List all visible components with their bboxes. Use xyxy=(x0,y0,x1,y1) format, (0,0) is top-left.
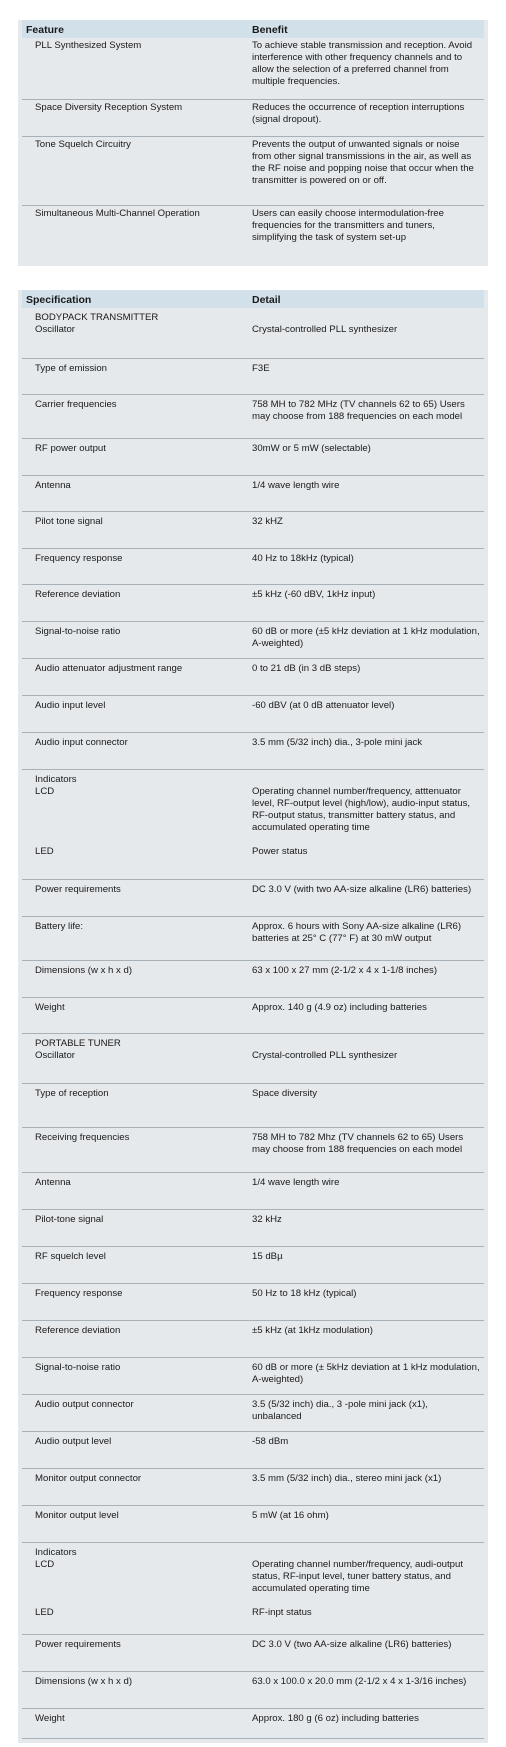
detail-cell xyxy=(250,769,484,879)
table-row xyxy=(22,695,484,732)
spec-cell: Carrier frequencies xyxy=(22,394,250,438)
table-row xyxy=(22,394,484,438)
spec-cell xyxy=(22,1033,250,1083)
benefit-cell: Users can easily choose intermodulation-free frequencies for the transmitters and tuners, simplifying the task of system set-up xyxy=(252,207,444,243)
feature-cell: Tone Squelch Circuitry xyxy=(22,136,250,205)
spec-cell: Signal-to-noise ratio xyxy=(22,1357,250,1394)
table-row xyxy=(22,358,484,394)
table-row xyxy=(22,621,484,658)
benefit-column-header: Benefit xyxy=(250,20,484,38)
spec-cell: Reference deviation xyxy=(22,1320,250,1357)
table-row xyxy=(22,732,484,769)
spec-cell: Frequency response xyxy=(22,548,250,584)
table-row xyxy=(22,997,484,1033)
benefit-cell: Prevents the output of unwanted signals or noise from other signal transmissions in the air, as well as the RF noise and popping noise that occur when the transmitter is powered on or off. xyxy=(250,136,484,205)
table-row xyxy=(22,511,484,548)
detail-cell: Space diversity xyxy=(250,1083,484,1127)
detail-cell: 758 MH to 782 MHz (TV channels 62 to 65) Users may choose from 188 frequencies on each model xyxy=(250,394,484,438)
spec-cell: Frequency response xyxy=(22,1283,250,1320)
spec-sublabel-lcd: LCD xyxy=(35,785,55,797)
table-row xyxy=(22,658,484,695)
table-row xyxy=(22,1505,484,1542)
table-row xyxy=(22,475,484,511)
table-row xyxy=(22,1671,484,1708)
spec-cell: Antenna xyxy=(22,475,250,511)
spec-label: Indicators xyxy=(35,773,77,785)
detail-cell: -60 dBV (at 0 dB attenuator level) xyxy=(250,695,484,732)
table-row xyxy=(22,1357,484,1394)
spec-cell: Antenna xyxy=(22,1172,250,1209)
table-row xyxy=(22,1542,484,1634)
detail-cell: 3.5 mm (5/32 inch) dia., 3-pole mini jack xyxy=(250,732,484,769)
detail-value-lcd: Operating channel number/frequency, atttenuator level, RF-output level (high/low), audio-input status, RF-output status, transmitter battery status, and accumulated operating time xyxy=(252,785,471,833)
detail-cell: 1/4 wave length wire xyxy=(250,1172,484,1209)
detail-cell: -58 dBm xyxy=(250,1431,484,1468)
table-row xyxy=(22,1246,484,1283)
spec-cell: Reference deviation xyxy=(22,584,250,621)
table-row xyxy=(22,205,484,251)
spec-cell xyxy=(22,769,250,879)
spec-cell xyxy=(22,308,250,358)
table-row xyxy=(22,1127,484,1172)
table-row xyxy=(22,1083,484,1127)
table-header-row xyxy=(22,290,484,308)
detail-cell: 15 dBµ xyxy=(250,1246,484,1283)
detail-cell: DC 3.0 V (two AA-size alkaline (LR6) batteries) xyxy=(250,1634,484,1671)
table-row xyxy=(22,1634,484,1671)
spec-cell: Dimensions (w x h x d) xyxy=(22,960,250,997)
detail-value-led: Power status xyxy=(252,845,308,857)
specification-column-header: Specification xyxy=(22,290,250,308)
detail-value-lcd: Operating channel number/frequency, audi-output status, RF-input level, tuner battery status, and accumulated operating time xyxy=(252,1558,464,1594)
spec-cell: Monitor output level xyxy=(22,1505,250,1542)
detail-cell: F3E xyxy=(250,358,484,394)
specification-panel xyxy=(18,290,488,1743)
detail-cell: 63 x 100 x 27 mm (2-1/2 x 4 x 1-1/8 inches) xyxy=(250,960,484,997)
table-row xyxy=(22,879,484,916)
table-row xyxy=(22,1320,484,1357)
detail-cell: 0 to 21 dB (in 3 dB steps) xyxy=(250,658,484,695)
spec-cell: Monitor output connector xyxy=(22,1468,250,1505)
spec-cell: Type of reception xyxy=(22,1083,250,1127)
table-row xyxy=(22,136,484,205)
detail-cell: 30mW or 5 mW (selectable) xyxy=(250,438,484,475)
spec-cell: Audio input level xyxy=(22,695,250,732)
spec-sublabel-led: LED xyxy=(35,845,54,857)
table-row xyxy=(22,1172,484,1209)
section-heading-portable-tuner: PORTABLE TUNER xyxy=(35,1037,121,1049)
spec-cell xyxy=(22,1542,250,1634)
spec-cell: Pilot-tone signal xyxy=(22,1209,250,1246)
spec-cell: Weight xyxy=(22,997,250,1033)
spec-cell: Audio output connector xyxy=(22,1394,250,1431)
table-row xyxy=(22,1283,484,1320)
feature-cell: Simultaneous Multi-Channel Operation xyxy=(35,207,200,219)
spec-cell: Power requirements xyxy=(22,879,250,916)
spec-cell: Dimensions (w x h x d) xyxy=(22,1671,250,1708)
spec-cell: Weight xyxy=(22,1708,250,1738)
table-row xyxy=(22,960,484,997)
detail-cell: Approx. 180 g (6 oz) including batteries xyxy=(250,1708,484,1738)
benefit-cell: Reduces the occurrence of reception interruptions (signal dropout). xyxy=(250,99,484,136)
table-row xyxy=(22,1394,484,1431)
feature-benefit-panel xyxy=(18,20,488,266)
spec-cell: Type of emission xyxy=(22,358,250,394)
detail-cell: 1/4 wave length wire xyxy=(250,475,484,511)
spec-cell: RF squelch level xyxy=(22,1246,250,1283)
detail-cell: 50 Hz to 18 kHz (typical) xyxy=(250,1283,484,1320)
spec-label: Indicators xyxy=(35,1546,77,1558)
detail-cell: 40 Hz to 18kHz (typical) xyxy=(250,548,484,584)
detail-cell: 758 MH to 782 Mhz (TV channels 62 to 65) Users may choose from 188 frequencies on each model xyxy=(250,1127,484,1172)
detail-cell: 3.5 (5/32 inch) dia., 3 -pole mini jack (x1), unbalanced xyxy=(250,1394,484,1431)
detail-cell: 3.5 mm (5/32 inch) dia., stereo mini jack (x1) xyxy=(250,1468,484,1505)
benefit-cell: To achieve stable transmission and reception. Avoid interference with other frequency channels and to allow the selection of a preferred channel from multiple frequencies. xyxy=(250,38,484,99)
feature-cell: PLL Synthesized System xyxy=(22,38,250,99)
detail-cell: 60 dB or more (± 5kHz deviation at 1 kHz modulation, A-weighted) xyxy=(250,1357,484,1394)
detail-cell: 32 kHz xyxy=(250,1209,484,1246)
spec-sublabel-led: LED xyxy=(35,1606,54,1618)
section-heading-bodypack: BODYPACK TRANSMITTER xyxy=(35,312,159,323)
detail-cell: 60 dB or more (±5 kHz deviation at 1 kHz modulation, A-weighted) xyxy=(250,621,484,658)
table-row xyxy=(22,548,484,584)
detail-cell xyxy=(250,308,484,358)
table-row xyxy=(22,308,484,358)
feature-cell: Space Diversity Reception System xyxy=(22,99,250,136)
table-row xyxy=(22,1033,484,1083)
spec-cell: Signal-to-noise ratio xyxy=(22,621,250,658)
detail-value: Crystal-controlled PLL synthesizer xyxy=(252,324,398,335)
table-row xyxy=(22,38,484,99)
detail-cell: DC 3.0 V (with two AA-size alkaline (LR6) batteries) xyxy=(250,879,484,916)
table-header-row xyxy=(22,20,484,38)
table-row xyxy=(22,1468,484,1505)
spec-cell: Receiving frequencies xyxy=(22,1127,250,1172)
table-row xyxy=(22,99,484,136)
table-row xyxy=(22,916,484,960)
specification-table xyxy=(22,290,484,1739)
detail-cell: 63.0 x 100.0 x 20.0 mm (2-1/2 x 4 x 1-3/16 inches) xyxy=(250,1671,484,1708)
detail-cell: 5 mW (at 16 ohm) xyxy=(250,1505,484,1542)
table-row xyxy=(22,1209,484,1246)
spec-cell: Pilot tone signal xyxy=(22,511,250,548)
spec-cell: Audio attenuator adjustment range xyxy=(22,658,250,695)
spec-cell: Audio output level xyxy=(22,1431,250,1468)
table-row xyxy=(22,438,484,475)
table-row xyxy=(22,1431,484,1468)
table-row xyxy=(22,769,484,879)
feature-benefit-table xyxy=(22,20,484,251)
spec-cell: Battery life: xyxy=(22,916,250,960)
detail-cell: ±5 kHz (-60 dBV, 1kHz input) xyxy=(250,584,484,621)
detail-cell: 32 kHZ xyxy=(250,511,484,548)
table-row xyxy=(22,584,484,621)
spec-cell: Power requirements xyxy=(22,1634,250,1671)
detail-cell xyxy=(250,1033,484,1083)
detail-cell xyxy=(250,1542,484,1634)
spec-sublabel-lcd: LCD xyxy=(35,1558,55,1570)
detail-column-header: Detail xyxy=(250,290,484,308)
detail-cell: Approx. 6 hours with Sony AA-size alkaline (LR6) batteries at 25° C (77° F) at 30 mW output xyxy=(250,916,484,960)
feature-column-header: Feature xyxy=(22,20,250,38)
spec-cell: RF power output xyxy=(22,438,250,475)
detail-cell: ±5 kHz (at 1kHz modulation) xyxy=(250,1320,484,1357)
table-row xyxy=(22,1708,484,1738)
spec-cell: Audio input connector xyxy=(22,732,250,769)
detail-cell: Approx. 140 g (4.9 oz) including batteries xyxy=(250,997,484,1033)
spec-label: Oscillator xyxy=(35,1049,75,1061)
spec-label: Oscillator xyxy=(35,324,75,335)
detail-value-led: RF-inpt status xyxy=(252,1606,312,1618)
detail-value: Crystal-controlled PLL synthesizer xyxy=(252,1049,398,1061)
